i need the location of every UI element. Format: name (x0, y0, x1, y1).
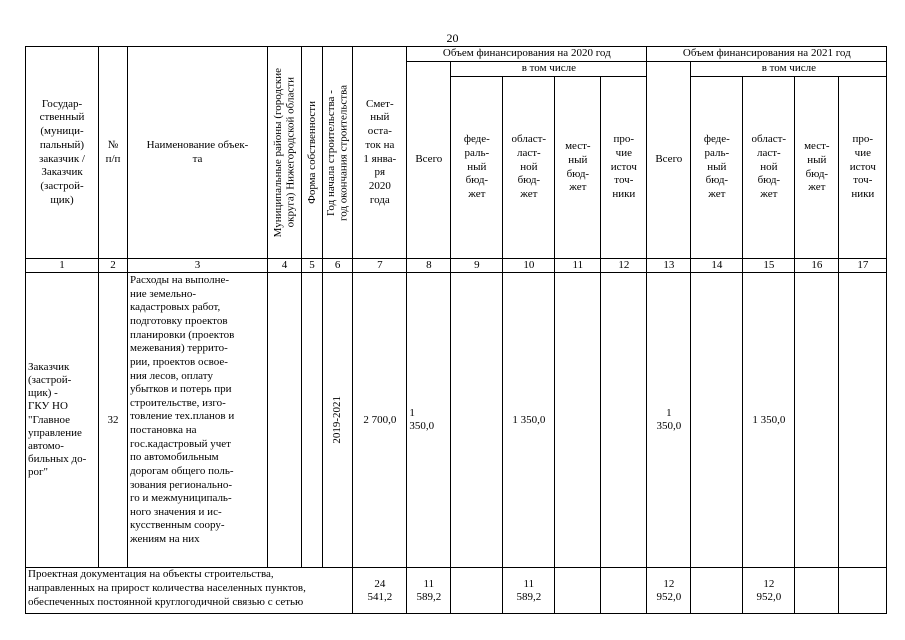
column-number: 15 (743, 259, 795, 273)
header-fin-2021: Объем финансирования на 2021 год (647, 47, 887, 62)
header-regional-2020: област- ласт- ной бюд- жет (503, 77, 555, 259)
row-other-2021 (839, 273, 887, 568)
summary-local-2021 (795, 568, 839, 614)
column-number: 5 (302, 259, 323, 273)
header-other-2021: про- чие источ точ- ники (839, 77, 887, 259)
row-years: 2019-2021 (323, 273, 353, 568)
row-district (268, 273, 302, 568)
summary-regional-2020: 11 589,2 (503, 568, 555, 614)
financing-table (25, 46, 887, 614)
row-federal-2021 (691, 273, 743, 568)
row-ownership (302, 273, 323, 568)
table-row (26, 273, 887, 568)
summary-federal-2021 (691, 568, 743, 614)
column-number: 11 (555, 259, 601, 273)
row-object-name: Расходы на выполне- ние земельно- кадастровых работ, подготовку проектов планировки (проектов межевания) террито- рии, проектов освое- ния лесов, оплату убытков и потерь при строительстве, изго- товление тех.планов и постановка на гос.кадастровый учет по автомобильным дорогам общего поль- зования регионально- го и межмуниципаль- ного значения и ис- кусственным соору- жениям на них (128, 273, 268, 568)
header-years: Год начала строительства - год окончания строительства (323, 47, 353, 259)
column-number: 13 (647, 259, 691, 273)
page-number: 20 (446, 31, 459, 45)
column-number: 10 (503, 259, 555, 273)
column-number: 17 (839, 259, 887, 273)
header-local-2020: мест- ный бюд- жет (555, 77, 601, 259)
row-regional-2020: 1 350,0 (503, 273, 555, 568)
column-number: 9 (451, 259, 503, 273)
header-object-name: Наименование объек- та (128, 47, 268, 259)
row-total-2020: 1 350,0 (407, 273, 451, 568)
summary-regional-2021: 12 952,0 (743, 568, 795, 614)
column-number: 12 (601, 259, 647, 273)
column-number: 6 (323, 259, 353, 273)
column-numbers-row (26, 259, 887, 273)
column-number: 16 (795, 259, 839, 273)
header-balance: Смет- ный оста- ток на 1 янва- ря 2020 года (353, 47, 407, 259)
column-number: 7 (353, 259, 407, 273)
header-local-2021: мест- ный бюд- жет (795, 77, 839, 259)
header-districts: Муниципальные районы (городские округа) Нижегородской области (268, 47, 302, 259)
header-federal-2021: феде- раль- ный бюд- жет (691, 77, 743, 259)
summary-text: Проектная документация на объекты строительства, направленных на прирост количества населенных пунктов, обеспеченных постоянной круглогодичной связью с сетью (26, 568, 353, 614)
header-regional-2021: област- ласт- ной бюд- жет (743, 77, 795, 259)
header-total-2020: Всего (407, 62, 451, 259)
header-including-2021: в том числе (691, 62, 887, 77)
header-row-1 (26, 47, 887, 62)
row-other-2020 (601, 273, 647, 568)
header-fin-2020: Объем финансирования на 2020 год (407, 47, 647, 62)
summary-total-2020: 11 589,2 (407, 568, 451, 614)
row-balance: 2 700,0 (353, 273, 407, 568)
header-row-number: № п/п (99, 47, 128, 259)
column-number: 4 (268, 259, 302, 273)
row-number: 32 (99, 273, 128, 568)
row-local-2021 (795, 273, 839, 568)
column-number: 14 (691, 259, 743, 273)
column-number: 1 (26, 259, 99, 273)
column-number: 3 (128, 259, 268, 273)
summary-local-2020 (555, 568, 601, 614)
row-local-2020 (555, 273, 601, 568)
row-total-2021: 1 350,0 (647, 273, 691, 568)
summary-balance: 24 541,2 (353, 568, 407, 614)
row-regional-2021: 1 350,0 (743, 273, 795, 568)
summary-other-2020 (601, 568, 647, 614)
row-federal-2020 (451, 273, 503, 568)
summary-other-2021 (839, 568, 887, 614)
summary-row (26, 568, 887, 614)
header-ownership: Форма собственности (302, 47, 323, 259)
header-federal-2020: феде- раль- ный бюд- жет (451, 77, 503, 259)
summary-federal-2020 (451, 568, 503, 614)
header-customer: Государ- ственный (муници- пальный) заказчик / Заказчик (застрой- щик) (26, 47, 99, 259)
column-number: 2 (99, 259, 128, 273)
header-including-2020: в том числе (451, 62, 647, 77)
header-other-2020: про- чие источ точ- ники (601, 77, 647, 259)
header-total-2021: Всего (647, 62, 691, 259)
column-number: 8 (407, 259, 451, 273)
summary-total-2021: 12 952,0 (647, 568, 691, 614)
row-customer: Заказчик (застрой- щик) - ГКУ НО "Главное управление автомо- бильных до- рог" (26, 273, 99, 568)
